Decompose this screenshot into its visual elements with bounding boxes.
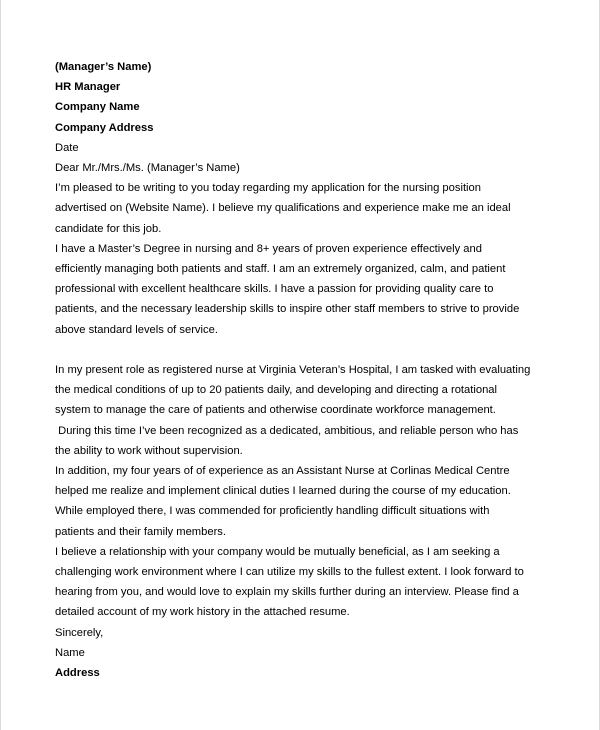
paragraph-1-line: advertised on (Website Name). I believe my qualifications and experience make me an ideal (55, 202, 511, 215)
paragraph-4-line: the ability to work without supervision. (55, 444, 243, 457)
paragraph-6-line: detailed account of my work history in the attached resume. (55, 606, 350, 619)
paragraph-spacer (55, 340, 555, 360)
paragraph-6-line: I believe a relationship with your company would be mutually beneficial, as I am seeking a (55, 545, 500, 558)
paragraph-3-line: system to manage the care of patients and otherwise coordinate workforce management. (55, 404, 496, 417)
paragraph-2-line: I have a Master’s Degree in nursing and 8+ years of proven experience effectively and (55, 242, 482, 255)
recipient-company-address: Company Address (55, 121, 154, 134)
paragraph-1-line: I’m pleased to be writing to you today regarding my application for the nursing position (55, 182, 481, 195)
paragraph-5-line: In addition, my four years of of experience as an Assistant Nurse at Corlinas Medical Centre (55, 465, 510, 478)
paragraph-4-line: During this time I’ve been recognized as a dedicated, ambitious, and reliable person who has (55, 424, 519, 437)
signer-name: Name (55, 646, 85, 659)
paragraph-1-line: candidate for this job. (55, 222, 162, 235)
paragraph-2-line: efficiently managing both patients and staff. I am an extremely organized, calm, and patient (55, 263, 506, 276)
recipient-title: HR Manager (55, 81, 121, 94)
recipient-manager-name: (Manager’s Name) (55, 61, 152, 73)
paragraph-5-line: patients and their family members. (55, 525, 226, 538)
paragraph-3-line: In my present role as registered nurse at Virginia Veteran’s Hospital, I am tasked with evaluating (55, 364, 531, 377)
paragraph-6-line: hearing from you, and would love to explain my skills further during an interview. Please find a (55, 586, 519, 599)
sign-off: Sincerely, (55, 626, 104, 639)
paragraph-5-line: While employed there, I was commended for proficiently handling difficult situations with (55, 505, 490, 518)
cover-letter (55, 57, 555, 683)
paragraph-5-line: helped me realize and implement clinical duties I learned during the course of my education. (55, 485, 511, 498)
paragraph-2-line: professional with excellent healthcare skills. I have a passion for providing quality care to (55, 283, 494, 296)
paragraph-2-line: patients, and the necessary leadership skills to inspire other staff members to strive to provide (55, 303, 520, 316)
paragraph-6-line: challenging work environment where I can utilize my skills to the fullest extent. I look forward to (55, 566, 524, 579)
paragraph-2-line: above standard levels of service. (55, 323, 218, 336)
recipient-company-name: Company Name (55, 101, 140, 114)
salutation: Dear Mr./Mrs./Ms. (Manager’s Name) (55, 162, 240, 175)
page-border-left (0, 0, 1, 730)
letter-date: Date (55, 141, 79, 154)
paragraph-3-line: the medical conditions of up to 20 patients daily, and developing and directing a rotational (55, 384, 497, 397)
signer-address: Address (55, 667, 100, 680)
